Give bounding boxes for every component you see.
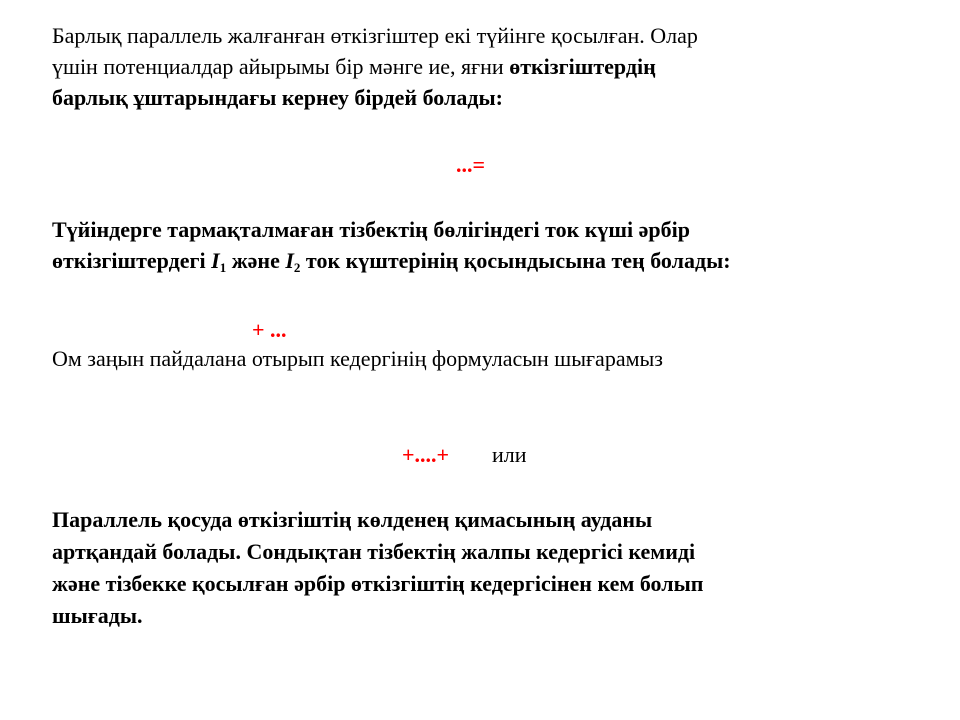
paragraph3-line: Ом заңын пайдалана отырып кедергінің формуласын шығарамыз	[52, 346, 663, 371]
paragraph1-line3: барлық ұштарындағы кернеу бірдей болады:	[52, 85, 503, 110]
paragraph1-line1: Барлық параллель жалғанған өткізгіштер екі түйінге қосылған. Олар	[52, 23, 698, 48]
formula-or-label: или	[492, 442, 527, 467]
paragraph2-line2-part2: және	[226, 248, 286, 273]
formula-voltage: ...=	[456, 152, 486, 177]
current-i1-symbol: I	[211, 248, 220, 273]
paragraph4-line4: шығады.	[52, 603, 143, 628]
paragraph1-line2	[52, 52, 656, 82]
paragraph4-line1: Параллель қосуда өткізгіштің көлденең қимасының ауданы	[52, 507, 653, 532]
formula-resistance: +....+	[402, 442, 450, 467]
paragraph2-line2-part1: өткізгіштердегі	[52, 248, 212, 273]
current-i2-symbol: I	[285, 248, 294, 273]
current-i2-subscript: 2	[293, 260, 301, 275]
formula-current: + ...	[252, 317, 287, 342]
current-i1-subscript: 1	[219, 260, 227, 275]
paragraph4-line2: артқандай болады. Сондықтан тізбектің жалпы кедергісі кемиді	[52, 539, 696, 564]
paragraph1-line2-normal: үшін потенциалдар айырымы бір мәнге ие, яғни	[52, 54, 510, 79]
paragraph2-line2-part3: ток күштерінің қосындысына тең болады:	[300, 248, 731, 273]
paragraph1-line2-bold: өткізгіштердің	[509, 54, 656, 79]
paragraph2-line2	[52, 246, 731, 279]
paragraph4-line3: және тізбекке қосылған әрбір өткізгіштің кедергісінен кем болып	[52, 571, 704, 596]
paragraph2-line1: Түйіндерге тармақталмаған тізбектің бөлігіндегі ток күші әрбір	[52, 217, 690, 242]
